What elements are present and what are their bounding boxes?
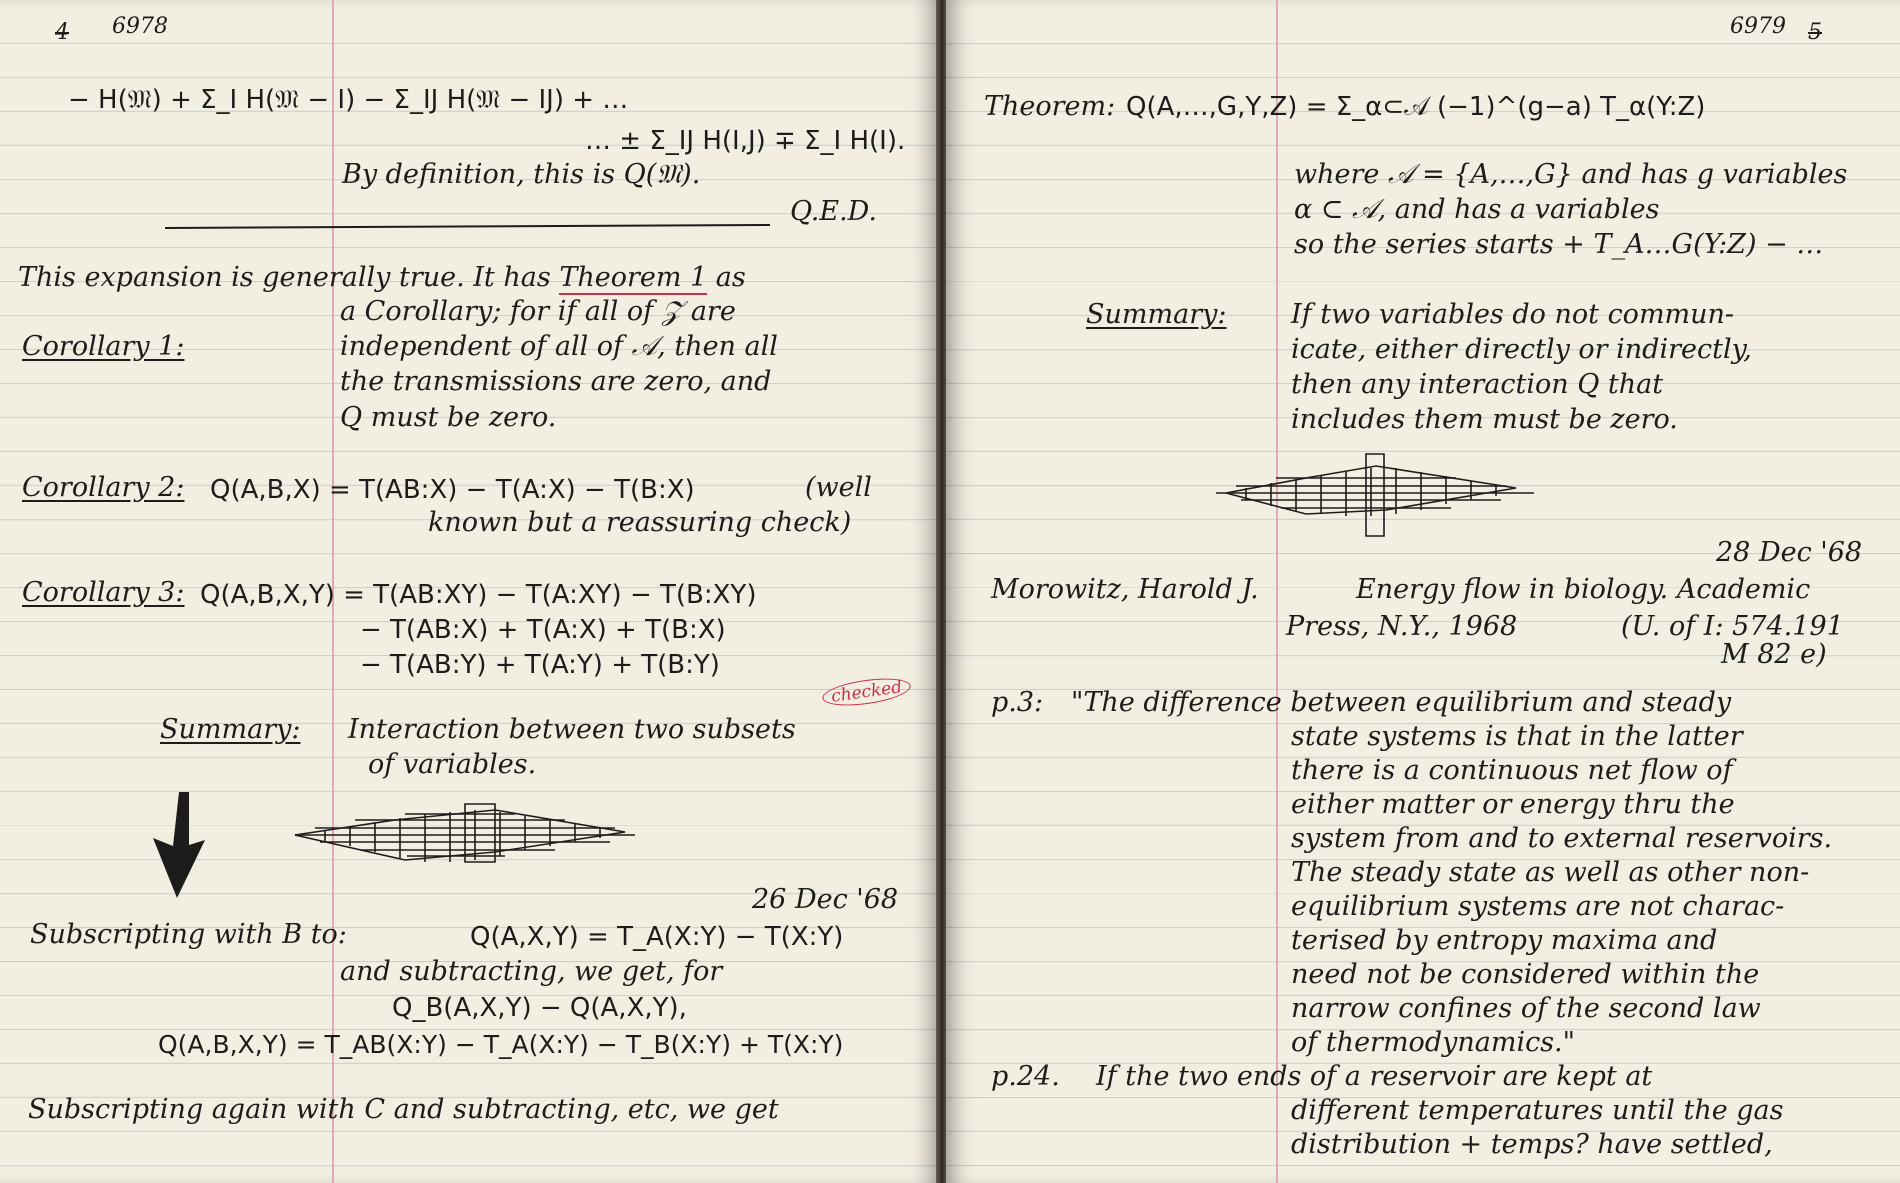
reference-call-number: (U. of I: 574.191 — [1621, 611, 1844, 642]
corollary-2-note: known but a reassuring check) — [428, 507, 852, 538]
quote-line: of thermodynamics." — [1291, 1027, 1576, 1058]
quote-line: system from and to external reservoirs. — [1291, 823, 1833, 854]
subscripting-b-label: Subscripting with B to: — [30, 919, 347, 950]
theorem-label: Theorem: — [984, 91, 1116, 122]
shaded-sketch — [1216, 448, 1536, 538]
definition-text: By definition, this is Q(𝔐). — [342, 159, 701, 190]
page-mark: 5 — [1808, 20, 1822, 45]
qed-text: Q.E.D. — [790, 196, 877, 227]
equation-line-2: … ± Σ_IJ H(I,J) ∓ Σ_I H(I). — [585, 126, 906, 156]
page-mark: 4 — [55, 20, 69, 45]
quote-line: The steady state as well as other non- — [1291, 857, 1810, 888]
reference-author: Morowitz, Harold J. — [991, 574, 1259, 605]
reference-publisher: Press, N.Y., 1968 — [1286, 611, 1518, 642]
corollary-1-line: the transmissions are zero, and — [340, 366, 772, 397]
corollary-1-line: independent of all of 𝒜, then all — [340, 331, 778, 362]
left-page — [0, 0, 938, 1183]
summary-text: If two variables do not commun- — [1291, 299, 1735, 330]
corollary-1-line: a Corollary; for if all of 𝒵 are — [340, 296, 736, 327]
summary-text: Interaction between two subsets — [348, 714, 796, 745]
arrow-and-sketch — [145, 790, 645, 900]
page-reference: p.24. — [991, 1061, 1060, 1092]
corollary-3-line: − T(AB:X) + T(A:X) + T(B:X) — [360, 615, 726, 645]
equation-line-1: − H(𝔐) + Σ_I H(𝔐 − I) − Σ_IJ H(𝔐 − IJ) + … — [68, 85, 629, 115]
subscripting-b-equation: Q_B(A,X,Y) − Q(A,X,Y), — [392, 993, 687, 1023]
theorem-reference: Theorem 1 — [559, 262, 708, 293]
corollary-2-note: (well — [805, 472, 872, 503]
summary-text: of variables. — [368, 749, 537, 780]
corollary-1-line: Q must be zero. — [340, 402, 557, 433]
quote-line: terised by entropy maxima and — [1291, 925, 1718, 956]
p24-line: If the two ends of a reservoir are kept at — [1096, 1061, 1653, 1092]
page-reference: p.3: — [991, 687, 1044, 718]
subscripting-c-text: Subscripting again with C and subtracting, etc, we get — [28, 1094, 779, 1125]
summary-label: Summary: — [1086, 299, 1227, 330]
summary-text: icate, either directly or indirectly, — [1291, 334, 1752, 365]
quote-line: need not be considered within the — [1291, 959, 1760, 990]
quote-line: equilibrium systems are not charac- — [1291, 891, 1785, 922]
subscripting-b-equation: Q(A,B,X,Y) = T_AB(X:Y) − T_A(X:Y) − T_B(X:Y) + T(X:Y) — [158, 1030, 844, 1059]
right-page — [946, 0, 1900, 1183]
entry-date: 28 Dec '68 — [1716, 537, 1863, 568]
corollary-2-label: Corollary 2: — [22, 472, 185, 503]
p24-line: different temperatures until the gas — [1291, 1095, 1784, 1126]
page-number: 6979 — [1730, 14, 1786, 39]
corollary-3-line: − T(AB:Y) + T(A:Y) + T(B:Y) — [360, 650, 720, 680]
expansion-text: This expansion is generally true. It has Theorem 1 as — [18, 262, 746, 293]
quote-line: state systems is that in the latter — [1291, 721, 1743, 752]
subscripting-b-equation: Q(A,X,Y) = T_A(X:Y) − T(X:Y) — [470, 922, 844, 952]
theorem-where: α ⊂ 𝒜, and has a variables — [1294, 194, 1660, 225]
corollary-1-label: Corollary 1: — [22, 331, 185, 362]
corollary-3-label: Corollary 3: — [22, 577, 185, 608]
p24-line: distribution + temps? have settled, — [1291, 1129, 1773, 1160]
summary-label: Summary: — [160, 714, 301, 745]
checked-stamp: checked — [821, 674, 913, 710]
margin-line — [1276, 0, 1278, 1183]
theorem-equation: Q(A,…,G,Y,Z) = Σ_α⊂𝒜 (−1)^(g−a) T_α(Y:Z) — [1126, 92, 1706, 122]
reference-call-number: M 82 e) — [1721, 639, 1827, 670]
quote-line: narrow confines of the second law — [1291, 993, 1761, 1024]
quote-line: "The difference between equilibrium and steady — [1071, 687, 1732, 718]
quote-line: there is a continuous net flow of — [1291, 755, 1733, 786]
quote-line: either matter or energy thru the — [1291, 789, 1735, 820]
theorem-where: where 𝒜 = {A,…,G} and has g variables — [1294, 159, 1848, 190]
reference-title: Energy flow in biology. Academic — [1356, 574, 1811, 605]
subscripting-b-text: and subtracting, we get, for — [340, 956, 723, 987]
corollary-2-equation: Q(A,B,X) = T(AB:X) − T(A:X) − T(B:X) — [210, 475, 695, 505]
entry-date: 26 Dec '68 — [752, 884, 899, 915]
corollary-3-line: Q(A,B,X,Y) = T(AB:XY) − T(A:XY) − T(B:XY) — [200, 580, 757, 610]
page-number: 6978 — [112, 14, 168, 39]
theorem-where: so the series starts + T_A…G(Y:Z) − … — [1294, 229, 1824, 260]
summary-text: then any interaction Q that — [1291, 369, 1664, 400]
divider-line — [165, 222, 775, 232]
summary-text: includes them must be zero. — [1291, 404, 1678, 435]
